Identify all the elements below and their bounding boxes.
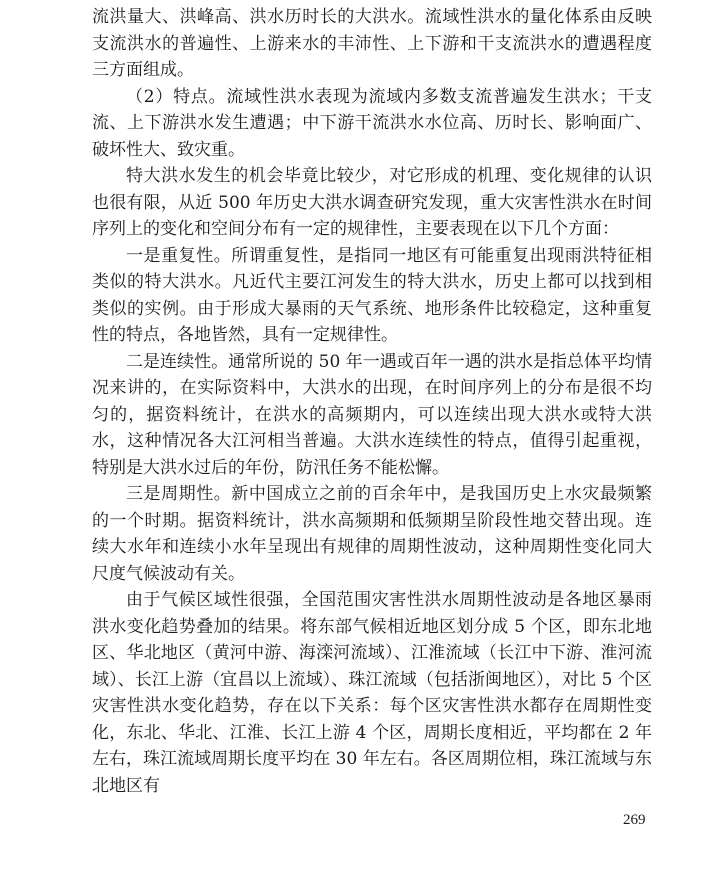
page-number: 269: [623, 812, 646, 828]
paragraph-6: 三是周期性。新中国成立之前的百余年中，是我国历史上水灾最频繁的一个时期。据资料统计，洪水高频期和低频期呈阶段性地交替出现。连续大水年和连续小水年呈现出有规律的周期性波动，这种周期性变化同大尺度气候波动有关。: [92, 484, 652, 584]
body-text: [92, 4, 652, 799]
paragraph-2: （2）特点。流域性洪水表现为流域内多数支流普遍发生洪水；干支流、上下游洪水发生遭遇；中下游干流洪水水位高、历时长、影响面广、破坏性大、致灾重。: [92, 86, 652, 160]
paragraph-4: 一是重复性。所谓重复性，是指同一地区有可能重复出现雨洪特征相类似的特大洪水。凡近代主要江河发生的特大洪水，历史上都可以找到相类似的实例。由于形成大暴雨的天气系统、地形条件比较稳定，这种重复性的特点，各地皆然，具有一定规律性。: [92, 245, 652, 345]
paragraph-7: 由于气候区域性很强，全国范围灾害性洪水周期性波动是各地区暴雨洪水变化趋势叠加的结果。将东部气候相近地区划分成 5 个区，即东北地区、华北地区（黄河中游、海滦河流域）、江淮流域（长江中下游、淮河流域）、长江上游（宜昌以上流域）、珠江流域（包括浙闽地区），对比 5 个区灾害性洪水变化趋势，存在以下关系：每个区灾害性洪水都存在周期性变化，东北、华北、江淮、长江上游 4 个区，周期长度相近，平均都在 2 年左右，珠江流域周期长度平均在 30 年左右。各区周期位相，珠江流域与东北地区有: [92, 590, 652, 796]
paragraph-1: 流洪量大、洪峰高、洪水历时长的大洪水。流域性洪水的量化体系由反映支流洪水的普遍性、上游来水的丰沛性、上下游和干支流洪水的遭遇程度三方面组成。: [92, 7, 652, 80]
paragraph-5: 二是连续性。通常所说的 50 年一遇或百年一遇的洪水是指总体平均情况来讲的，在实际资料中，大洪水的出现，在时间序列上的分布是很不均匀的，据资料统计，在洪水的高频期内，可以连续出现大洪水或特大洪水，这种情况各大江河相当普遍。大洪水连续性的特点，值得引起重视，特别是大洪水过后的年份，防汛任务不能松懈。: [92, 351, 652, 478]
paragraph-3: 特大洪水发生的机会毕竟比较少，对它形成的机理、变化规律的认识也很有限，从近 500 年历史大洪水调查研究发现，重大灾害性洪水在时间序列上的变化和空间分布有一定的规律性，主要表现在以下几个方面：: [92, 166, 652, 239]
